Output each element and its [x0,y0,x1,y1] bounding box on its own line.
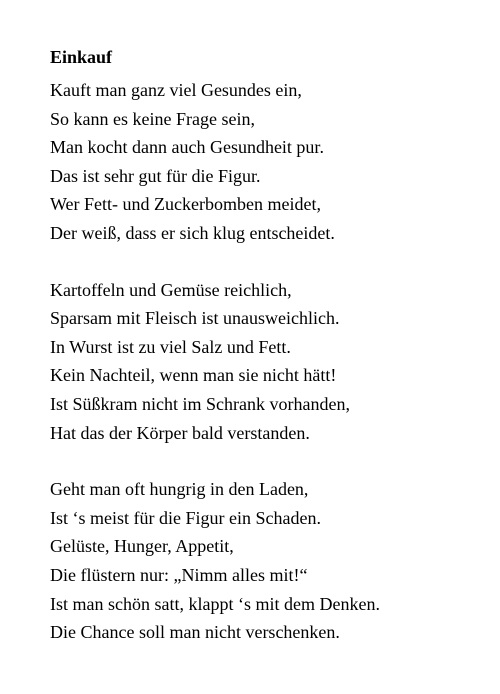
poem-title: Einkauf [50,47,113,67]
poem-line: Ist Süßkram nicht im Schrank vorhanden, [50,393,350,414]
poem-page [50,46,480,675]
poem-line: Die flüstern nur: „Nimm alles mit!“ [50,564,308,585]
poem-line: Der weiß, dass er sich klug entscheidet. [50,222,335,243]
poem-line: Kein Nachteil, wenn man sie nicht hätt! [50,365,337,386]
poem-line: Kauft man ganz viel Gesundes ein, [50,80,302,100]
poem-line: Die Chance soll man nicht verschenken. [50,622,340,643]
poem-line: Ist man schön satt, klappt ‘s mit dem Denken. [50,593,380,614]
poem-line: Ist ‘s meist für die Figur ein Schaden. [50,507,321,528]
poem-line: Gelüste, Hunger, Appetit, [50,536,234,557]
poem-line: Man kocht dann auch Gesundheit pur. [50,137,324,158]
poem-line: So kann es keine Frage sein, [50,108,255,129]
stanza-2 [50,276,480,448]
poem-line: Kartoffeln und Gemüse reichlich, [50,279,292,300]
poem-line: Geht man oft hungrig in den Laden, [50,479,309,500]
poem-line: Wer Fett- und Zuckerbomben meidet, [50,194,321,215]
stanza-1 [50,76,480,248]
poem-line: Sparsam mit Fleisch ist unausweichlich. [50,308,340,329]
poem-line: In Wurst ist zu viel Salz und Fett. [50,336,291,357]
stanza-3 [50,475,480,647]
poem-line: Hat das der Körper bald verstanden. [50,422,310,443]
poem-line: Das ist sehr gut für die Figur. [50,165,261,186]
